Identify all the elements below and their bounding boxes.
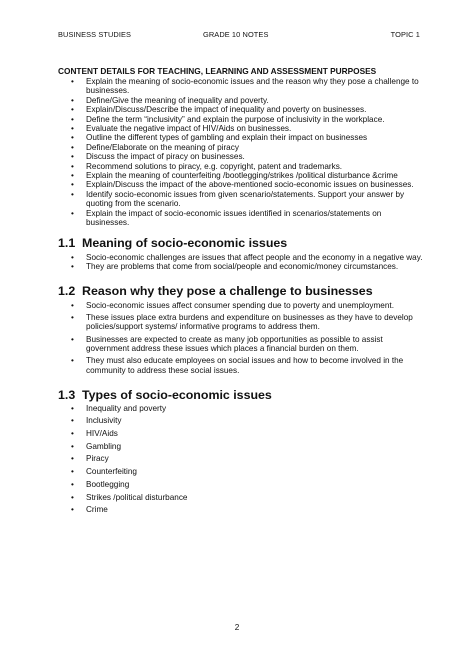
list-item: • Evaluate the negative impact of HIV/Aids on businesses. [58,124,423,133]
list-item: • Socio-economic challenges are issues that affect people and the economy in a negative way. [58,253,423,263]
list-item: • They are problems that come from social/people and economic/money circumstances. [58,262,423,272]
list-item: • Businesses are expected to create as many job opportunities as possible to assist government address these issues which places a financial burden on them. [58,335,423,354]
list-item: • HIV/Aids [58,428,423,441]
list-item: • Define/Give the meaning of inequality and poverty. [58,96,423,105]
list-item: • These issues place extra burdens and expenditure on businesses as they have to develop policies/support systems/ informative programs to address them. [58,313,423,332]
header-topic: TOPIC 1 [390,30,420,39]
section-1-1-list [58,253,423,272]
header-subject: BUSINESS STUDIES [58,30,132,39]
list-item: • Inclusivity [58,415,423,428]
content-details-list [58,77,423,228]
section-heading-1-1 [58,236,423,250]
page-content [58,66,423,517]
section-number: 1.1 [58,235,76,250]
section-number: 1.3 [58,387,76,402]
list-item: • Explain the meaning of counterfeiting /bootlegging/strikes /political disturbance &crime [58,171,423,180]
list-item: • Explain the impact of socio-economic issues identified in scenarios/statements on businesses. [58,209,423,228]
list-item: • Inequality and poverty [58,403,423,416]
section-1-3-list [58,403,423,517]
page-header [58,30,420,42]
section-title: Meaning of socio-economic issues [82,235,288,250]
list-item: • Crime [58,504,423,517]
section-title: Reason why they pose a challenge to businesses [82,283,373,298]
page-number: 2 [234,623,240,632]
list-item: • Gambling [58,441,423,454]
list-item: • Define/Elaborate on the meaning of piracy [58,143,423,152]
list-item: • Explain/Discuss/Describe the impact of inequality and poverty on businesses. [58,105,423,114]
list-item: • Socio-economic issues affect consumer spending due to poverty and unemployment. [58,301,423,311]
list-item: • Discuss the impact of piracy on businesses. [58,152,423,161]
list-item: • Explain/Discuss the impact of the above-mentioned socio-economic issues on businesses. [58,180,423,189]
content-details-title: CONTENT DETAILS FOR TEACHING, LEARNING AND ASSESSMENT PURPOSES [58,66,377,76]
section-heading-1-3 [58,388,423,402]
list-item: • Explain the meaning of socio-economic issues and the reason why they pose a challenge to businesses. [58,77,423,96]
list-item: • Strikes /political disturbance [58,492,423,505]
list-item: • Bootlegging [58,479,423,492]
section-number: 1.2 [58,283,76,298]
list-item: • Piracy [58,453,423,466]
list-item: • Define the term “inclusivity” and explain the purpose of inclusivity in the workplace. [58,115,423,124]
header-grade: GRADE 10 NOTES [203,30,269,39]
section-1-2-list [58,301,423,376]
section-heading-1-2 [58,284,423,298]
section-title: Types of socio-economic issues [82,387,272,402]
list-item: • Recommend solutions to piracy, e.g. copyright, patent and trademarks. [58,162,423,171]
list-item: • Outline the different types of gambling and explain their impact on businesses [58,133,423,142]
list-item: • Counterfeiting [58,466,423,479]
list-item: • Identify socio-economic issues from given scenario/statements. Support your answer by quoting from the scenario. [58,190,423,209]
list-item: • They must also educate employees on social issues and how to become involved in the community to address these social issues. [58,356,423,375]
